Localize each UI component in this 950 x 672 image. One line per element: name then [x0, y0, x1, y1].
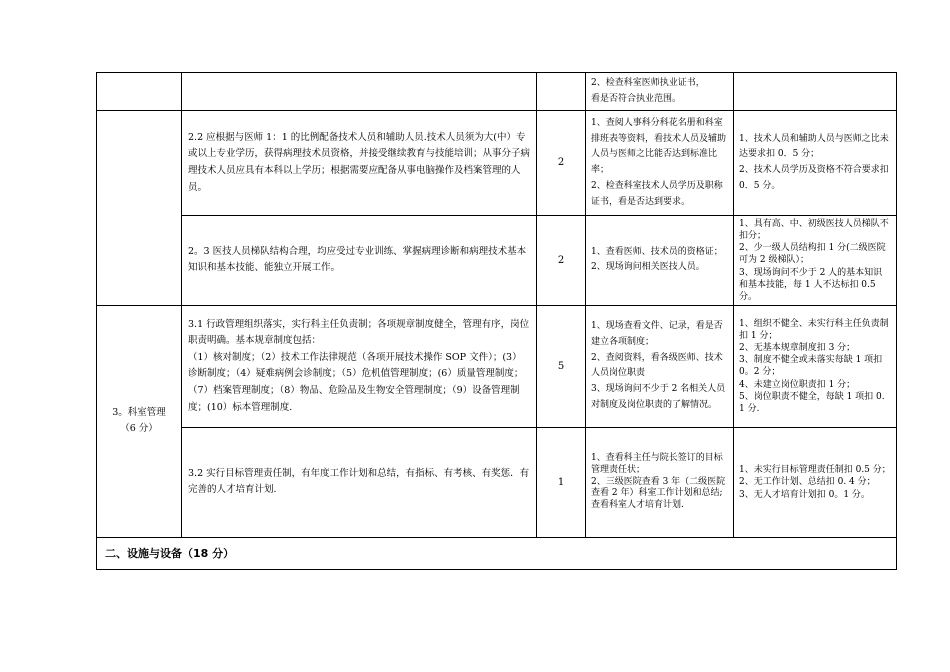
deduction-line: 4、未建立岗位职责扣 1 分；: [739, 379, 856, 390]
deduction-line: 1、未实行目标管理责任制扣 0.5 分；: [739, 465, 891, 476]
table-row: [97, 73, 897, 111]
deduction-line: 3、无人才培育计划扣 0。1 分。: [739, 489, 870, 500]
table-row: [97, 111, 897, 216]
method-cell: [586, 73, 734, 111]
method-line: 2、查阅资料，看各级医师、技术人员岗位职责: [591, 352, 723, 379]
deduction-cell: [734, 305, 897, 427]
method-cell: [586, 216, 734, 306]
score-cell: 2: [537, 111, 586, 216]
deduction-line: 5、岗位职责不健全，每缺 1 项扣 0. 1 分.: [739, 391, 885, 414]
standard-cell-blank: [182, 73, 537, 111]
deduction-cell: [734, 427, 897, 537]
deduction-line: 2、无工作计划、总结扣 0. 4 分；: [739, 477, 876, 488]
category-label: 3。科室管理: [112, 406, 166, 418]
score-cell: 2: [537, 216, 586, 306]
table-row: [97, 216, 897, 306]
deduction-cell-blank: [734, 73, 897, 111]
deduction-line: 1、技术人员和辅助人员与医师之比未达要求扣 0．5 分；: [739, 133, 889, 160]
method-line: 1、查看医师、技术员的资格证；: [591, 246, 723, 257]
method-line: 3、现场询问不少于 2 名相关人员对制度及岗位职责的了解情况。: [591, 384, 726, 410]
method-line: 2、检查科室技术人员学历及职称证书，看是否达到要求。: [591, 180, 723, 207]
deduction-line: 2、无基本规章制度扣 3 分；: [739, 343, 856, 354]
deduction-line: 3、制度不健全或未落实每缺 1 项扣 0。2 分；: [739, 355, 883, 378]
deduction-line: 1、具有高、中、初级医技人员梯队不扣分；: [739, 219, 889, 242]
deduction-cell: [734, 216, 897, 306]
standard-cell: 2.2 应根据与医师 1：1 的比例配备技术人员和辅助人员.技术人员须为大(中）专或以上专业学历，获得病理技术员资格，并接受继续教育与技能培训；从事分子病理技术人员应具有本科以上学历；根据需要应配备从事电脑操作及档案管理的人员。: [182, 111, 537, 216]
method-line: 1、查看科主任与院长签订的目标管理责任状；: [591, 453, 723, 475]
method-line: 2、检查科室医师执业证书，: [591, 77, 705, 88]
deduction-line: 2、技术人员学历及资格不符合要求扣 0．5 分。: [739, 165, 889, 191]
table-row: [97, 427, 897, 537]
table-row: [97, 305, 897, 427]
standard-cell: 2。3 医技人员梯队结构合理，均应受过专业训练、掌握病理诊断和病理技术基本知识和基本技能、能独立开展工作。: [182, 216, 537, 306]
score-cell: 1: [537, 427, 586, 537]
method-cell: [586, 305, 734, 427]
category-cell-blank: [97, 73, 182, 111]
method-cell: [586, 111, 734, 216]
method-line: 1、现场查看文件、记录，看是否建立各项制度；: [591, 321, 723, 347]
standard-line: （1）核对制度；（2）技术工作法律规范（各项开展技术操作 SOP 文件）；(3）诊断制度；（4）疑难病例会诊制度；（5）危机值管理制度；(6）质量管理制度；（7）档案管理制度；（8）物品、危险品及生物安全管理制度；（9）设备管理制度；(10）标本管理制度.: [188, 351, 524, 413]
category-score: （6 分）: [120, 423, 158, 435]
method-line: 2、现场询问相关医技人员。: [591, 262, 705, 273]
method-line: 看是否符合执业范围。: [591, 93, 682, 104]
method-line: 1、查阅人事科分科花名册和科室排班表等资料，看技术人员及辅助人员与医师之比能否达到标准比率；: [591, 117, 727, 175]
section-heading: 二、设施与设备（18 分）: [97, 537, 897, 569]
score-cell-blank: [537, 73, 586, 111]
method-line: 2、三级医院查看 3 年（二级医院查看 2 年）科室工作计划和总结;查看科室人才培育计划.: [591, 476, 726, 511]
category-cell-blank: [97, 111, 182, 306]
deduction-cell: [734, 111, 897, 216]
deduction-line: 2、少一级人员结构扣 1 分(二级医院可为 2 级梯队）；: [739, 243, 886, 266]
standard-cell: [182, 305, 537, 427]
deduction-line: 1、组织不健全、未实行科主任负责制扣 1 分；: [739, 318, 889, 342]
standard-cell: 3.2 实行目标管理责任制，有年度工作计划和总结，有指标、有考核、有奖惩．有完善的人才培育计划.: [182, 427, 537, 537]
category-cell: [97, 305, 182, 537]
section-footer-row: [97, 537, 897, 569]
standard-line: 3.1 行政管理组织落实，实行科主任负责制；各项规章制度健全，管理有序，岗位职责明确。基本规章制度包括：: [188, 318, 530, 347]
deduction-line: 3、现场询问不少于 2 人的基本知识和基本技能，每 1 人不达标扣 0.5 分。: [739, 267, 883, 302]
method-cell: [586, 427, 734, 537]
evaluation-table: [96, 72, 897, 570]
score-cell: 5: [537, 305, 586, 427]
